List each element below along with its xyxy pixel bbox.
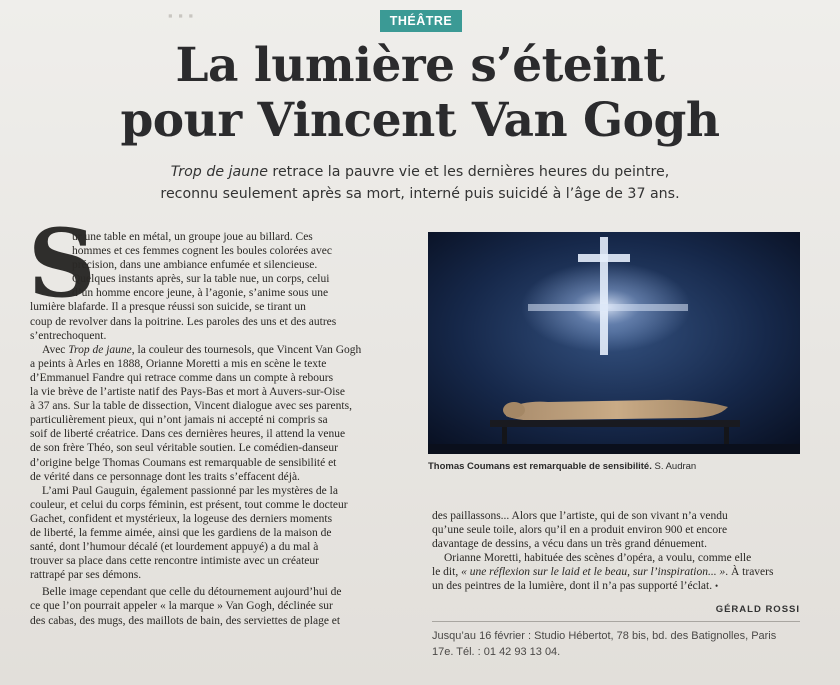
play-title: Trop de jaune bbox=[170, 164, 268, 180]
body-fragment: Avec bbox=[42, 343, 69, 356]
body-line: Belle image cependant que celle du détournement aujourd’hui de bbox=[42, 586, 342, 599]
body-line: hommes et ces femmes cognent les boules colorées avec bbox=[72, 245, 332, 258]
body-fragment: le dit, bbox=[432, 566, 462, 579]
body-line: des cabas, des mugs, des maillots de bain, des serviettes de plage et bbox=[30, 614, 341, 627]
stage-photo-illustration bbox=[428, 232, 800, 454]
photo-caption bbox=[428, 460, 800, 474]
headline bbox=[60, 38, 780, 148]
column-right bbox=[432, 509, 804, 594]
body-line bbox=[30, 343, 416, 357]
body-line: trouver sa place dans cette rencontre intimiste avec un créateur bbox=[30, 555, 319, 568]
info-line-2: 17e. Tél. : 01 42 93 13 04. bbox=[432, 646, 561, 658]
body-line: Quelques instants après, sur la table nue, un corps, celui bbox=[72, 273, 330, 286]
author-byline: GÉRALD ROSSI bbox=[715, 604, 800, 615]
body-line: Orianne Moretti, habituée des scènes d’opéra, a voulu, comme elle bbox=[444, 552, 752, 565]
body-line: de son frère Théo, son seul véritable soutien. Le comédien-danseur bbox=[30, 442, 338, 455]
drop-cap: S bbox=[28, 209, 96, 319]
body-line: à 37 ans. Sur la table de dissection, Vincent dialogue avec ses parents, bbox=[30, 400, 352, 413]
standfirst-line-1 bbox=[80, 161, 760, 183]
section-tag: THÉÂTRE bbox=[380, 10, 462, 32]
body-fragment: . À travers bbox=[725, 566, 774, 579]
body-line: rattrapé par ses démons. bbox=[30, 569, 142, 582]
body-line: ce que l’on pourrait appeler « la marque » Van Gogh, déclinée sur bbox=[30, 600, 333, 613]
bleed-through-text: ▪ ▪ ▪ bbox=[168, 8, 195, 23]
column-left-top bbox=[30, 230, 416, 628]
body-line: de liberté, la femme aimée, ainsi que les gardiens de la maison de bbox=[30, 526, 332, 539]
body-line: coup de revolver dans la poitrine. Les paroles des uns et des autres bbox=[30, 315, 337, 328]
practical-info bbox=[432, 628, 802, 660]
body-fragment: un des peintres de la lumière, dont il n’a pas supporté l’éclat. bbox=[432, 580, 713, 593]
info-line-1: Jusqu’au 16 février : Studio Hébertot, 78 bis, bd. des Batignolles, Paris bbox=[432, 630, 777, 642]
body-line: L’ami Paul Gauguin, également passionné par les mystères de la bbox=[42, 484, 338, 497]
body-line: ur une table en métal, un groupe joue au billard. Ces bbox=[72, 231, 313, 243]
body-line: couleur, et celui du corps féminin, est présent, tout comme le docteur bbox=[30, 498, 348, 511]
body-line: soif de liberté créatrice. Dans ces dernières heures, il attend la venue bbox=[30, 428, 346, 441]
body-line: la vie brève de l’artiste natif des Pays-Bas et mort à Auvers-sur-Oise bbox=[30, 386, 345, 399]
body-line: précision, dans une ambiance enfumée et silencieuse. bbox=[72, 259, 318, 272]
divider bbox=[432, 621, 800, 622]
body-line: particulièrement pieux, qui n’ont jamais ni accepté ni compris sa bbox=[30, 414, 328, 427]
body-line: Gachet, confident et mystérieux, la logeuse des derniers moments bbox=[30, 512, 333, 525]
body-line: s’entrechoquent. bbox=[30, 329, 107, 342]
body-line: lumière blafarde. Il a presque réussi son suicide, se tirant un bbox=[30, 301, 306, 314]
body-fragment: , la couleur des tournesols, que Vincent Van Gogh bbox=[131, 343, 362, 356]
standfirst-line-2: reconnu seulement après sa mort, interné puis suicidé à l’âge de 37 ans. bbox=[160, 186, 680, 202]
body-line: d’un homme encore jeune, à l’agonie, s’anime sous une bbox=[72, 287, 329, 300]
body-line: qu’une seule toile, alors qu’il en a produit environ 900 et encore bbox=[432, 524, 728, 537]
body-line: a peints à Arles en 1888, Orianne Moretti a mis en scène le texte bbox=[30, 357, 327, 370]
body-line bbox=[432, 565, 804, 579]
play-title-inline: Trop de jaune bbox=[68, 343, 132, 356]
body-line: des paillassons... Alors que l’artiste, qui de son vivant n’a vendu bbox=[432, 510, 728, 522]
body-line bbox=[432, 579, 804, 593]
end-mark: • bbox=[714, 581, 719, 592]
quote: « une réflexion sur le laid et le beau, sur l’inspiration... » bbox=[461, 566, 726, 579]
headline-line-1: La lumière s’éteint bbox=[175, 38, 665, 93]
headline-line-2: pour Vincent Van Gogh bbox=[120, 93, 720, 148]
standfirst-line-1-rest: retrace la pauvre vie et les dernières heures du peintre, bbox=[267, 164, 670, 180]
standfirst bbox=[80, 161, 760, 205]
body-line: davantage de dessins, a vécu dans un très grand dénuement. bbox=[432, 538, 707, 551]
body-line: d’origine belge Thomas Coumans est remarquable de sensibilité et bbox=[30, 456, 337, 469]
body-line: d’Emmanuel Fandre qui retrace comme dans un compte à rebours bbox=[30, 371, 334, 384]
body-line: santé, dont l’humour décalé (et lourdement appuyé) a du mal à bbox=[30, 541, 319, 554]
stage-photo bbox=[428, 232, 800, 454]
body-line: de vérité dans ce personnage dont les traits s’effacent déjà. bbox=[30, 470, 300, 483]
caption-text: Thomas Coumans est remarquable de sensibilité. bbox=[428, 461, 652, 472]
photo-credit: S. Audran bbox=[651, 461, 697, 472]
